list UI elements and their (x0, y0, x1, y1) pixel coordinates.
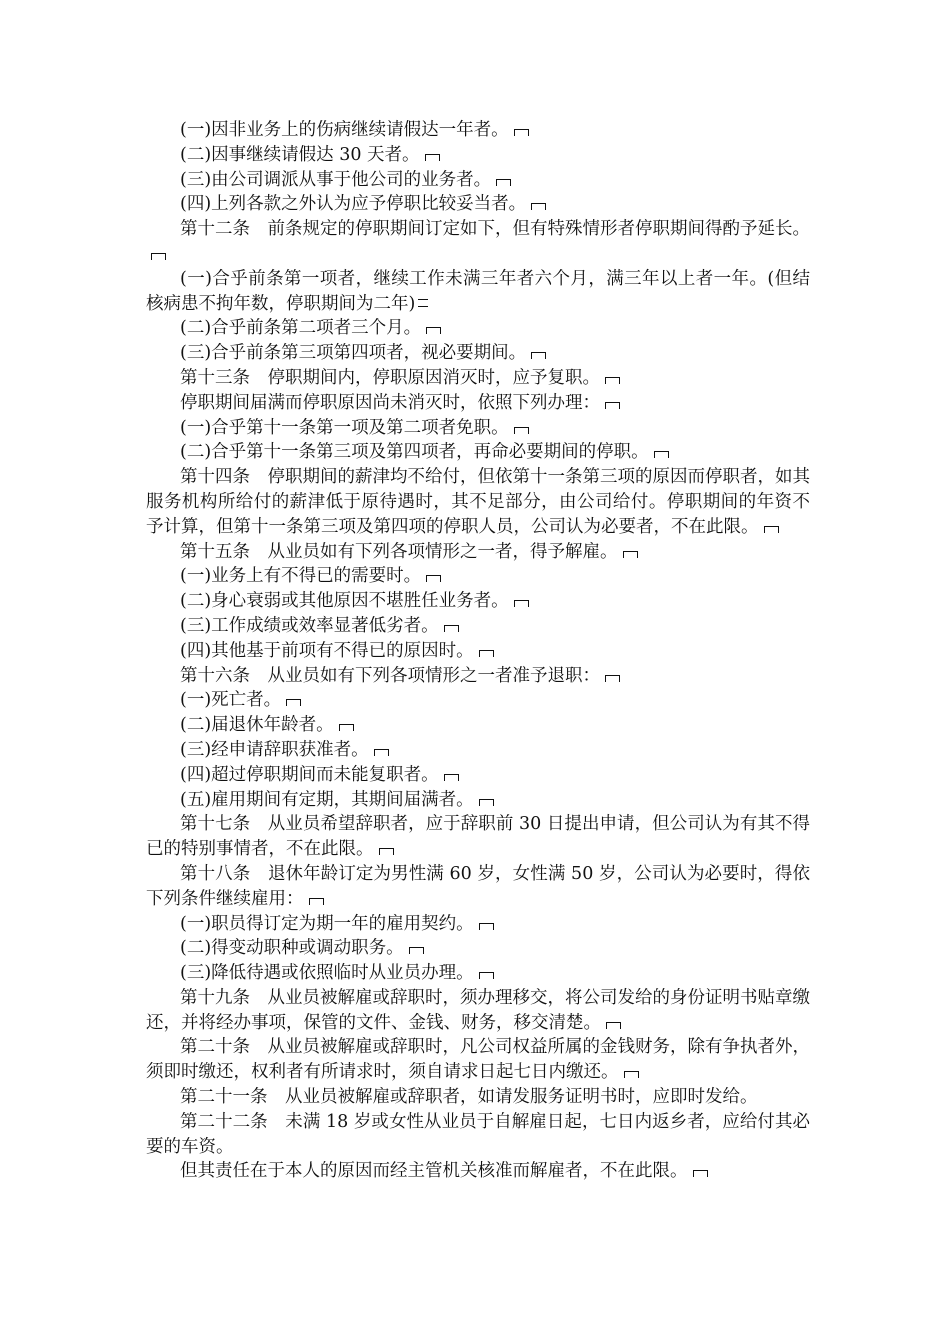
paragraph-text: 第十三条 停职期间内，停职原因消灭时，应予复职。 (180, 367, 600, 388)
paragraph-mark-icon (654, 451, 669, 458)
paragraph (146, 118, 810, 143)
paragraph-mark-icon (605, 675, 620, 682)
paragraph-mark-icon (379, 848, 394, 855)
paragraph (146, 589, 810, 614)
paragraph-mark-icon (606, 1022, 621, 1029)
paragraph-text: (一)职员得订定为期一年的雇用契约。 (180, 913, 474, 934)
paragraph-mark-icon (374, 749, 389, 756)
paragraph-text: 第十七条 从业员希望辞职者，应于辞职前 30 日提出申请，但公司认为有其不得已的特别事情者，不在此限。 (146, 814, 810, 860)
paragraph-mark-icon (514, 427, 529, 434)
paragraph-text: (二)身心衰弱或其他原因不堪胜任业务者。 (180, 591, 509, 612)
paragraph (146, 986, 810, 1036)
paragraph-mark-icon (444, 774, 459, 781)
paragraph-text: (三)工作成绩或效率显著低劣者。 (180, 615, 439, 636)
paragraph (146, 440, 810, 465)
paragraph (146, 639, 810, 664)
paragraph-mark-icon (479, 923, 494, 930)
paragraph-text: 第十八条 退休年龄订定为男性满 60 岁，女性满 50 岁，公司认为必要时，得依下列条件继续雇用： (146, 863, 810, 909)
paragraph (146, 217, 810, 267)
paragraph (146, 688, 810, 713)
paragraph-text: (二)合乎第十一条第三项及第四项者，再命必要期间的停职。 (180, 442, 649, 463)
paragraph (146, 788, 810, 813)
paragraph-mark-icon (479, 972, 494, 979)
paragraph (146, 912, 810, 937)
paragraph-text: 第十五条 从业员如有下列各项情形之一者，得予解雇。 (180, 541, 618, 562)
paragraph-text: 第二十二条 未满 18 岁或女性从业员于自解雇日起，七日内返乡者，应给付其必要的车资。 (146, 1111, 810, 1157)
paragraph (146, 936, 810, 961)
paragraph-mark-icon (309, 898, 324, 905)
paragraph-text: (一)死亡者。 (180, 690, 282, 711)
paragraph-text: (二)得变动职种或调动职务。 (180, 938, 404, 959)
paragraph-mark-icon (605, 377, 620, 384)
paragraph-text: (二)因事继续请假达 30 天者。 (180, 144, 420, 165)
paragraph-mark-icon (418, 299, 428, 307)
paragraph (146, 812, 810, 862)
paragraph-mark-icon (496, 179, 511, 186)
paragraph-text: (三)合乎前条第三项第四项者，视必要期间。 (180, 343, 527, 364)
paragraph-text: (二)届退休年龄者。 (180, 715, 334, 736)
paragraph-text: 第二十条 从业员被解雇或辞职时，凡公司权益所属的金钱财务，除有争执者外，须即时缴还，权利者有所请求时，须自请求日起七日内缴还。 (146, 1037, 810, 1083)
paragraph (146, 763, 810, 788)
paragraph-text: (三)经申请辞职获准者。 (180, 739, 369, 760)
paragraph (146, 1110, 810, 1160)
paragraph-mark-icon (605, 402, 620, 409)
paragraph (146, 961, 810, 986)
paragraph-mark-icon (531, 352, 546, 359)
paragraph-text: (一)合乎第十一条第一项及第二项者免职。 (180, 417, 509, 438)
paragraph (146, 341, 810, 366)
paragraph-text: 第十六条 从业员如有下列各项情形之一者准予退职： (180, 665, 600, 686)
paragraph-text: (四)上列各款之外认为应予停职比较妥当者。 (180, 194, 527, 215)
paragraph-mark-icon (531, 203, 546, 210)
paragraph (146, 391, 810, 416)
paragraph (146, 168, 810, 193)
paragraph-mark-icon (426, 575, 441, 582)
paragraph-text: (四)其他基于前项有不得已的原因时。 (180, 640, 474, 661)
paragraph-text: (一)业务上有不得已的需要时。 (180, 566, 422, 587)
paragraph-mark-icon (693, 1170, 708, 1177)
paragraph (146, 465, 810, 539)
paragraph (146, 1085, 810, 1110)
paragraph-text: (三)由公司调派从事于他公司的业务者。 (180, 169, 492, 190)
paragraph (146, 862, 810, 912)
paragraph-mark-icon (286, 699, 301, 706)
paragraph-text: (一)合乎前条第一项者，继续工作未满三年者六个月，满三年以上者一年。(但结核病患不拘年数，停职期间为二年) (146, 268, 810, 314)
paragraph (146, 713, 810, 738)
paragraph (146, 143, 810, 168)
paragraph-mark-icon (151, 253, 166, 260)
paragraph-mark-icon (409, 947, 424, 954)
document-page (146, 118, 810, 1184)
paragraph-mark-icon (514, 129, 529, 136)
paragraph-text: 但其责任在于本人的原因而经主管机关核准而解雇者，不在此限。 (180, 1161, 688, 1182)
paragraph-text: 第十九条 从业员被解雇或辞职时，须办理移交，将公司发给的身份证明书贴章缴还，并将经办事项，保管的文件、金钱、财务，移交清楚。 (146, 987, 810, 1033)
paragraph (146, 192, 810, 217)
paragraph (146, 416, 810, 441)
paragraph (146, 1035, 810, 1085)
paragraph-text: (二)合乎前条第二项者三个月。 (180, 318, 422, 339)
paragraph-text: 第十四条 停职期间的薪津均不给付，但依第十一条第三项的原因而停职者，如其服务机构所给付的薪津低于原待遇时，其不足部分，由公司给付。停职期间的年资不予计算，但第十一条第三项及第四项的停职人员，公司认为必要者，不在此限。 (146, 467, 810, 537)
paragraph-text: 第十二条 前条规定的停职期间订定如下，但有特殊情形者停职期间得酌予延长。 (180, 219, 810, 240)
paragraph (146, 267, 810, 317)
paragraph-mark-icon (764, 526, 779, 533)
paragraph-text: 第二十一条 从业员被解雇或辞职者，如请发服务证明书时，应即时发给。 (180, 1087, 758, 1108)
paragraph (146, 540, 810, 565)
paragraph-mark-icon (425, 154, 440, 161)
paragraph (146, 366, 810, 391)
paragraph-text: (五)雇用期间有定期，其期间届满者。 (180, 789, 474, 810)
paragraph (146, 316, 810, 341)
paragraph-text: 停职期间届满而停职原因尚未消灭时，依照下列办理： (180, 392, 600, 413)
paragraph-mark-icon (514, 600, 529, 607)
paragraph-mark-icon (479, 799, 494, 806)
paragraph-mark-icon (623, 551, 638, 558)
paragraph-text: (三)降低待遇或依照临时从业员办理。 (180, 963, 474, 984)
paragraph (146, 738, 810, 763)
paragraph (146, 664, 810, 689)
paragraph-mark-icon (426, 327, 441, 334)
paragraph (146, 1159, 810, 1184)
paragraph (146, 564, 810, 589)
paragraph-text: (四)超过停职期间而未能复职者。 (180, 764, 439, 785)
paragraph-mark-icon (624, 1071, 639, 1078)
paragraph-mark-icon (479, 650, 494, 657)
paragraph-mark-icon (339, 724, 354, 731)
paragraph (146, 614, 810, 639)
paragraph-mark-icon (444, 625, 459, 632)
paragraph-text: (一)因非业务上的伤病继续请假达一年者。 (180, 120, 509, 140)
